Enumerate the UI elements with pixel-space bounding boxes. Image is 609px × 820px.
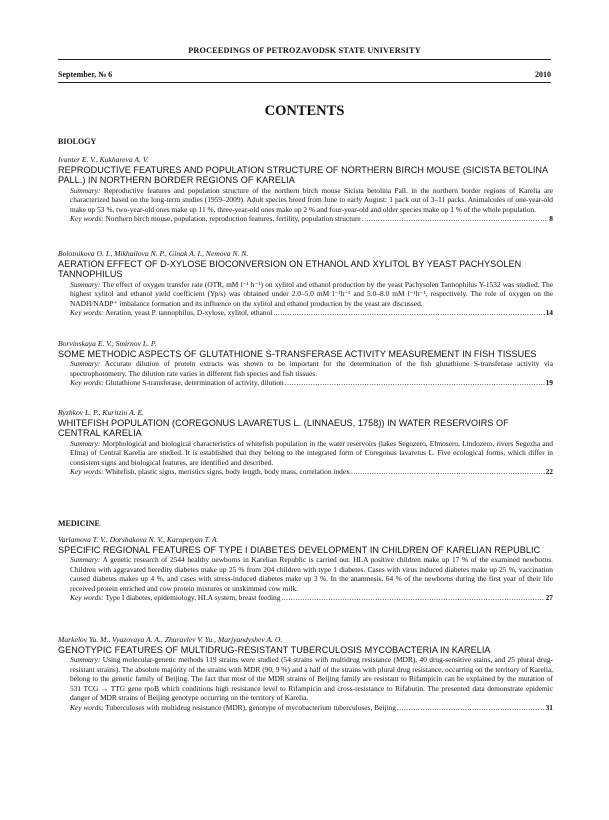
entry-authors: Markelov Yu. M., Vyazovaya A. A., Zhuravlev V. Yu., Marjyandyshev A. O. (58, 635, 283, 644)
issue-number: September, № 6 (58, 70, 113, 79)
keywords-text: Whitefish, plastic signs, meristics signs, body length, body mass, correlation index (105, 467, 350, 477)
entry-keywords[interactable] (58, 593, 553, 603)
toc-entry (58, 155, 553, 224)
summary-text: Accurate dilution of protein extracts was shown to be important for the determination of the fish glutathione S-transferase activity via spectrophotometry. The dilution rate varies in different fish species and fish tissues. (70, 359, 553, 378)
page-number[interactable]: 19 (545, 378, 553, 388)
header-divider (58, 59, 551, 60)
page-number[interactable]: 8 (549, 214, 553, 224)
keywords-text: Northern birch mouse, population, reproduction features, fertility, population structure (105, 214, 361, 224)
leader-dots (281, 593, 544, 603)
keywords-label: Key words: (70, 593, 104, 603)
entry-keywords[interactable] (58, 703, 553, 713)
summary-text: Morphological and biological characteristics of whitefish population in the water reservoirs (lakes Segozero, Elmosero, Lindozero, rivers Segezha and Elma) of Central Karelia are studied. It is established that they belong to the integrated form of Coregonus lavaretus L. Five ecological forms, which differ in consistent signs and biological features, are identified and described. (70, 438, 553, 467)
entry-authors: Ryzhkov L. P., Kuritzin A. E. (58, 408, 145, 417)
summary-text: The effect of oxygen transfer rate (OTR, mM l⁻¹ h⁻¹) on xylitol and ethanol production by the yeast Pachysolen Tannophilus Y-1532 was studied. The highest xylitol and ethanol yield coefficient (Yp/s) was obtained under 2.0–5.0 mM l⁻¹h⁻¹ and 5.0–8.0 mM l⁻¹h⁻¹, respectively. The role of oxygen on the NADH/NADP⁺ imbalance formation and its influence on the xylitol and ethanol production by the yeast are discussed. (70, 279, 554, 308)
entry-summary (58, 280, 553, 309)
page-number[interactable]: 27 (545, 593, 553, 603)
entry-authors: Bolotnikova O. I., Mikhailova N. P., Ginak A. I., Nemova N. N. (58, 249, 249, 258)
toc-entry (58, 249, 553, 318)
keywords-label: Key words: (70, 467, 104, 477)
toc-entry (58, 339, 553, 388)
entry-keywords[interactable] (58, 214, 553, 224)
keywords-text: Type I diabetes, epidemiology, HLA system, breast feeding (105, 593, 281, 603)
summary-text: A genetic research of 2544 healthy newborns in Karelian Republic is carried out. HLA positive children make up 17 % of the examined newborns. Children with aggravated heredity diabetes make up 25 % from 204 children with type 1 diabetes. Cases with virus induced diabetes make up 25 %, vaccination caused diabetes makes up 4 %, and cases with stress-induced diabetes make up 3 %. In the anamnesis, 64 % of the newborns during the first year of their life received protein enriched and cow protein mixtures or unskimmed cow milk. (70, 555, 553, 593)
entry-title: WHITEFISH POPULATION (COREGONUS LAVARETUS L. (LINNAEUS, 1758)) IN WATER RESERVOIRS OF CENTRAL KARELIA (58, 417, 509, 439)
entry-keywords[interactable] (58, 308, 553, 318)
entry-keywords[interactable] (58, 467, 553, 477)
entry-summary (58, 555, 553, 593)
entry-authors: Ivanter E. V., Kukhareva A. V. (58, 155, 149, 164)
entry-title: GENOTYPIC FEATURES OF MULTIDRUG-RESISTANT TUBERCULOSIS MYCOBACTERIA IN KARELIA (58, 644, 491, 655)
entry-title: REPRODUCTIVE FEATURES AND POPULATION STRUCTURE OF NORTHERN BIRCH MOUSE (SICISTA BETOLINA PALL.) IN NORTHERN BORDER REGIONS OF KARELIA (58, 164, 548, 186)
keywords-label: Key words: (70, 214, 104, 224)
keywords-label: Key words: (70, 308, 104, 318)
page-number[interactable]: 14 (545, 308, 553, 318)
summary-label: Summary: (70, 185, 101, 195)
leader-dots (351, 467, 545, 477)
section-heading-biology: BIOLOGY (58, 137, 97, 146)
entry-authors: Borvinskaya E. V., Smirnov L. P. (58, 339, 157, 348)
toc-entry (58, 635, 553, 712)
leader-dots (397, 703, 545, 713)
contents-heading: CONTENTS (264, 103, 345, 119)
keywords-label: Key words: (70, 378, 104, 388)
leader-dots (273, 308, 544, 318)
keywords-text: Glutathione S-transferase, determination of activity, dilution (105, 378, 284, 388)
keywords-label: Key words: (70, 702, 104, 712)
entry-summary (58, 186, 553, 215)
entry-authors: Varlamova T. V., Dorshakova N. V., Karapetyan T. A. (58, 535, 219, 544)
toc-entry (58, 535, 553, 603)
summary-label: Summary: (70, 279, 101, 289)
entry-summary (58, 655, 553, 703)
keywords-text: Tuberculoses with multidrug resistance (MDR), genotype of mycobacterium tuberculoses, Beijing (105, 702, 396, 712)
keywords-text: Aeration, yeast P. tannophilus, D-xylose, xylitol, ethanol (105, 308, 273, 318)
entry-title: SOME METHODIC ASPECTS OF GLUTATHIONE S-TRANSFERASE ACTIVITY MEASUREMENT IN FISH TISSUES (58, 348, 537, 359)
issue-year: 2010 (535, 70, 551, 79)
entry-summary (58, 359, 553, 378)
issue-divider (58, 82, 551, 83)
summary-label: Summary: (70, 655, 101, 665)
leader-dots (285, 378, 545, 388)
summary-text: Reproductive features and population structure of the northern birch mouse Sicista betolina Pall. in the northern border regions of Karelia are characterized based on the long-term studies (1959–2009). Adult species breed from June to early August: 1 pack out of 3–11 packs. Animalcules of one-year-old make up 53 %, two-year-old ones make up 11 %, three-year-old ones make up 2 % and four-year-old and older species make up 1 % of the whole population. (70, 185, 553, 214)
summary-label: Summary: (70, 359, 101, 369)
entry-summary (58, 439, 553, 468)
summary-text: Using molecular-genetic methods 119 strains were studied (54 strains with multidrug resistance (MDR), 40 drug-sensitive stains, and 25 plural drug-resistant strains). The absolute majority of the strains with MDR (90, 9 %) and a half of the strains with plural drug resistance, occurring on the territory of Karelia, belong to the genetic family of Beijing. The fact that most of the MDR strains of Beijing family are resistant to Rifampicin can be explained by the mutation of 531 TCG → TTG gene rpoB which conditions high resistance level to Rifampicin and cross-resistance to Rifabutin. The presented data demonstrate epidemic danger of MDR strains of Beijing genotype occurring on the territory of Karelia. (70, 655, 554, 703)
entry-keywords[interactable] (58, 378, 553, 388)
summary-label: Summary: (70, 438, 101, 448)
summary-label: Summary: (70, 555, 101, 565)
section-heading-medicine: MEDICINE (58, 519, 100, 528)
leader-dots (362, 214, 549, 224)
page-number[interactable]: 22 (545, 467, 553, 477)
toc-entry (58, 408, 553, 477)
entry-title: AERATION EFFECT OF D-XYLOSE BIOCONVERSION ON ETHANOL AND XYLITOL BY YEAST PACHYSOLEN TANNOPHILUS (58, 258, 522, 280)
journal-title: PROCEEDINGS OF PETROZAVODSK STATE UNIVERSITY (188, 46, 421, 55)
page-number[interactable]: 31 (545, 702, 553, 712)
entry-title: SPECIFIC REGIONAL FEATURES OF TYPE I DIABETES DEVELOPMENT IN CHILDREN OF KARELIAN REPUBLIC (58, 544, 541, 555)
